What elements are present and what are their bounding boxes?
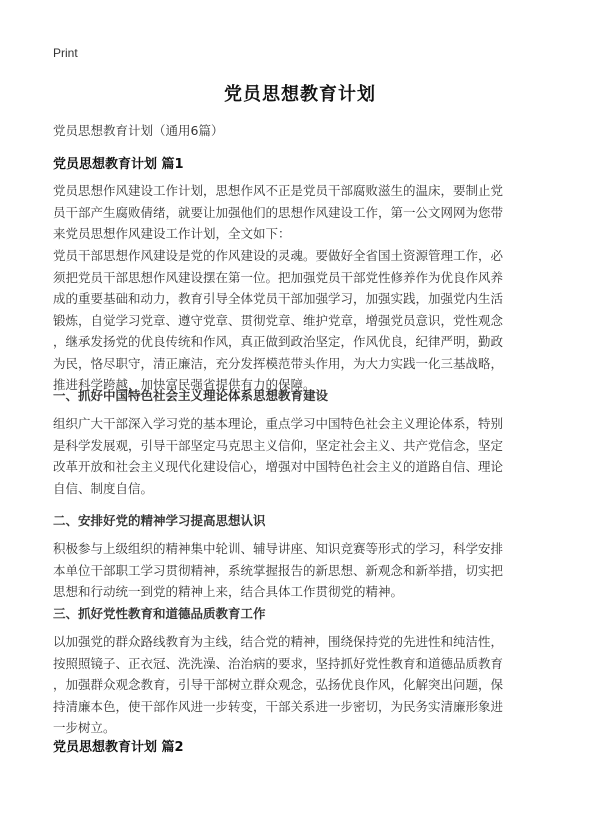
item-paragraph-3	[53, 631, 553, 739]
paragraph-line: 员干部产生腐败倩绪，就要让加强他们的思想作风建设工作，第一公文网网为您带	[53, 204, 504, 220]
paragraph-line: 须把党员干部思想作风建设摆在第一位。把加强党员干部党性修养作为优良作风养	[53, 269, 504, 285]
section-heading-2: 党员思想教育计划 篇2	[53, 740, 184, 755]
paragraph-line: 积极参与上级组织的精神集中轮训、辅导讲座、知识竞赛等形式的学习，科学安排	[53, 541, 504, 556]
document-title: 党员思想教育计划	[224, 84, 376, 105]
paragraph-line: 改革开放和社会主义现代化建设信心，增强对中国特色社会主义的道路自信、理论	[53, 459, 504, 474]
paragraph-line: 一步树立。	[53, 720, 116, 735]
section-heading-1: 党员思想教育计划 篇1	[53, 157, 184, 172]
paragraph-line: 以加强党的群众路线教育为主线，结合党的精神，围绕保持党的先进性和纯洁性，	[53, 634, 504, 649]
paragraph-line: ，加强群众观念教育，引导干部树立群众观念，弘扬优良作风，化解突出问题，保	[53, 677, 504, 692]
paragraph-line: 是科学发展观，引导干部坚定马克思主义信仰，坚定社会主义、共产党信念，坚定	[53, 437, 504, 453]
paragraph-line: 来党员思想作风建设工作计划，全文如下：	[53, 226, 291, 241]
paragraph-line: 党员干部思想作风建设是党的作风建设的灵魂。要做好全省国土资源管理工作，必	[53, 248, 504, 263]
item-heading-3: 三、抓好党性教育和道德品质教育工作	[53, 606, 266, 621]
paragraph-line: 党员思想作风建设工作计划，思想作风不正是党员干部腐败滋生的温床，要制止党	[53, 183, 504, 198]
intro-paragraph	[53, 180, 553, 245]
print-link[interactable]: Print	[53, 46, 78, 60]
paragraph-line: 本单位干部职工学习贯彻精神，系统掌握报告的新思想、新观念和新举措，切实把	[53, 562, 504, 578]
paragraph-line: 思想和行动统一到党的精神上来，结合具体工作贯彻党的精神。	[53, 584, 404, 599]
paragraph-line: 推进科学跨越，加快富民强省提供有力的保障。	[53, 377, 316, 392]
paragraph-line: 组织广大干部深入学习党的基本理论，重点学习中国特色社会主义理论体系，特别	[53, 416, 504, 431]
paragraph-line: 成的重要基础和动力，教育引导全体党员干部加强学习，加强实践，加强党内生活	[53, 291, 504, 306]
item-paragraph-1	[53, 413, 553, 499]
document-subtitle: 党员思想教育计划（通用6篇）	[53, 123, 224, 138]
paragraph-line: 自信、制度自信。	[53, 480, 154, 496]
paragraph-line: ，继承发扬党的优良传统和作风，真正做到政治坚定，作风优良，纪律严明，勤政	[53, 334, 504, 349]
paragraph-line: 按照照镜子、正衣冠、洗洗澡、治治病的要求，坚持抓好党性教育和道德品质教育	[53, 655, 504, 671]
paragraph-line: 为民，恪尽职守，清正廉洁，充分发挥模范带头作用，为大力实践一化三基战略，	[53, 355, 504, 371]
item-paragraph-2	[53, 538, 553, 603]
item-heading-1: 一、抓好中国特色社会主义理论体系思想教育建设	[53, 388, 329, 403]
paragraph-line: 锻炼，自觉学习党章、遵守党章、贯彻党章、维护党章，增强党员意识，党性观念	[53, 312, 504, 328]
item-heading-2: 二、安排好党的精神学习提高思想认识	[53, 513, 266, 528]
paragraph-line: 持清廉本色，使干部作风进一步转变，干部关系进一步密切，为民务实清廉形象进	[53, 698, 504, 714]
body-paragraph-1	[53, 245, 553, 396]
